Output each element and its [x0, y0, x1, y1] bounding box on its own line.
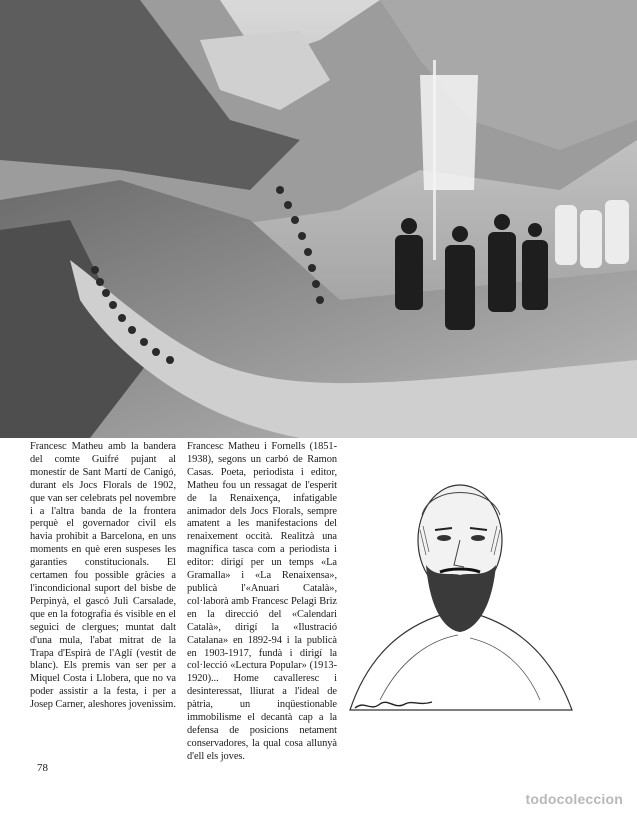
- portrait-caption: Francesc Matheu i Fornells (1851-1938), segons un carbó de Ramon Casas. Poeta, periodista i editor, Matheu fou un ressagat de l'esperit de la Renaixença, infatigable animador dels Jocs Florals, sempre amatent a les manifestacions del renaixement occità. Realitzà una magnífica tasca com a periodista i editor: dirigí per un temps «La Gramalla» i «La Renaixensa», publicà l'«Anuari Català», col·laborà amb Francesc Pelagi Briz en la direcció del «Calendari Català», dirigí la «Ilustració Catalana» en 1892-94 i la publicà en 1903-1917, fundà i dirigí la col·lecció «Lectura Popular» (1913-1920)... Home cavalleresc i desinteressat, lliurat a l'ideal de pàtria, un inqüestionable immobilisme el decantà cap a la defensa de posicions netament conservadores, la qual cosa allunyà d'ell els joves.: [187, 441, 337, 762]
- photo-caption: Francesc Matheu amb la bandera del comte Guifré pujant al monestir de Sant Martí de Canigó, durant els Jocs Florals de 1902, que van ser celebrats pel novembre i a l'altra banda de la frontera perquè el governador civil els havia prohibit a Barcelona, en uns moments en què eren suspeses les garanties constitucionals. El certamen fou possible gràcies a l'incondicional suport del bisbe de Perpinyà, el gascó Juli Carsalade, que en la fotografia és visible en el seguici de clergues; muntat dalt d'una mula, l'abat mitrat de la Trapa d'Espirà de l'Aglí (vestit de blanc). Els premis van ser per a Miquel Costa i Llobera, que no va poder assistir a la festa, i per a Josep Carner, aleshores jovenissim.: [30, 441, 176, 711]
- watermark: todocoleccion: [525, 791, 623, 807]
- portrait-sketch: [340, 460, 580, 730]
- page-number: 78: [37, 762, 48, 774]
